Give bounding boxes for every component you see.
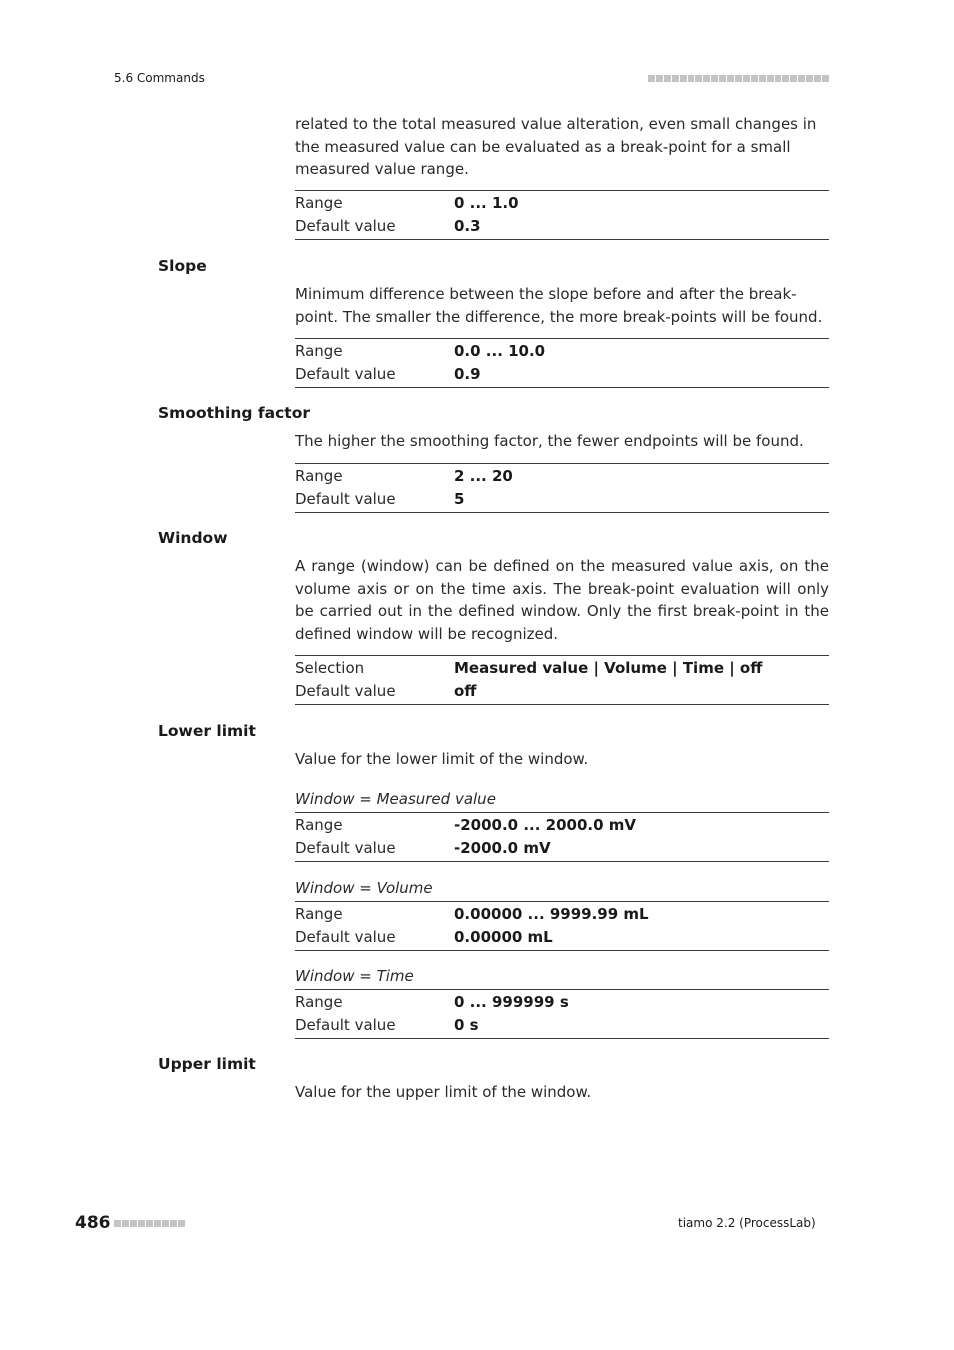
param-value: 0.0 ... 10.0 [454, 342, 546, 361]
param-label: Range [295, 816, 343, 835]
param-label: Default value [295, 364, 396, 383]
footer-product-name: tiamo 2.2 (ProcessLab) [678, 1216, 816, 1230]
param-value: 0 ... 999999 s [454, 993, 569, 1012]
slope-description: Minimum difference between the slope before and after the break-point. The smaller the difference, the more break-points will be found. [295, 285, 823, 326]
lower-limit-description: Value for the lower limit of the window. [295, 750, 589, 768]
section-title-slope: Slope [158, 257, 207, 275]
section-title-lower-limit: Lower limit [158, 722, 256, 740]
param-value: 0.9 [454, 364, 481, 383]
param-value: 0.00000 mL [454, 927, 553, 946]
table-row [295, 814, 829, 837]
param-label: Range [295, 905, 343, 924]
param-value: 0.00000 ... 9999.99 mL [454, 905, 649, 924]
table-row [295, 903, 829, 926]
param-value: Measured value | Volume | Time | off [454, 659, 763, 678]
table-row [295, 465, 829, 488]
section-title-upper-limit: Upper limit [158, 1055, 256, 1073]
lower-limit-measured-table [295, 812, 829, 862]
param-label: Selection [295, 659, 365, 678]
table-caption: Window = Time [295, 967, 414, 985]
table-caption: Window = Volume [295, 879, 433, 897]
param-value: off [454, 681, 477, 700]
upper-limit-description: Value for the upper limit of the window. [295, 1083, 592, 1101]
table-row [295, 991, 829, 1014]
intro-paragraph: related to the total measured value alteration, even small changes in the measured value can be evaluated as a break-point for a small measured value range. [295, 115, 817, 179]
param-value: 0.3 [454, 216, 481, 235]
table-row [295, 215, 829, 238]
smoothing-description: The higher the smoothing factor, the fewer endpoints will be found. [295, 432, 804, 450]
param-label: Default value [295, 1015, 396, 1034]
param-value: 0 ... 1.0 [454, 194, 519, 213]
table-row [295, 1014, 829, 1037]
table-row [295, 192, 829, 215]
param-label: Range [295, 993, 343, 1012]
section-title-smoothing-factor: Smoothing factor [158, 404, 310, 422]
footer-decoration [114, 1220, 185, 1227]
table-row [295, 837, 829, 860]
table-row [295, 340, 829, 363]
param-label: Range [295, 467, 343, 486]
table-row [295, 363, 829, 386]
param-label: Default value [295, 681, 396, 700]
table-row [295, 488, 829, 511]
param-label: Default value [295, 489, 396, 508]
page-number: 486 [75, 1213, 111, 1233]
section-title-window: Window [158, 529, 228, 547]
param-label: Range [295, 342, 343, 361]
running-header-section: 5.6 Commands [114, 71, 205, 85]
param-label: Range [295, 194, 343, 213]
table-row [295, 657, 829, 680]
table-row [295, 926, 829, 949]
header-decoration [648, 75, 829, 82]
table-row [295, 680, 829, 703]
param-value: -2000.0 mV [454, 838, 551, 857]
param-label: Default value [295, 927, 396, 946]
window-description: A range (window) can be defined on the measured value axis, on the volume axis or on the time axis. The break-point evaluation will only be carried out in the defined window. Only the first break-point in the defined window will be recognized. [295, 557, 829, 643]
param-label: Default value [295, 216, 396, 235]
param-value: -2000.0 ... 2000.0 mV [454, 816, 636, 835]
smoothing-parameter-table [295, 463, 829, 513]
param-value: 5 [454, 489, 465, 508]
param-value: 0 s [454, 1015, 479, 1034]
table-caption: Window = Measured value [295, 790, 496, 808]
window-parameter-table [295, 655, 829, 705]
param-label: Default value [295, 838, 396, 857]
intro-parameter-table [295, 190, 829, 240]
param-value: 2 ... 20 [454, 467, 513, 486]
lower-limit-time-table [295, 989, 829, 1039]
lower-limit-volume-table [295, 901, 829, 951]
slope-parameter-table [295, 338, 829, 388]
